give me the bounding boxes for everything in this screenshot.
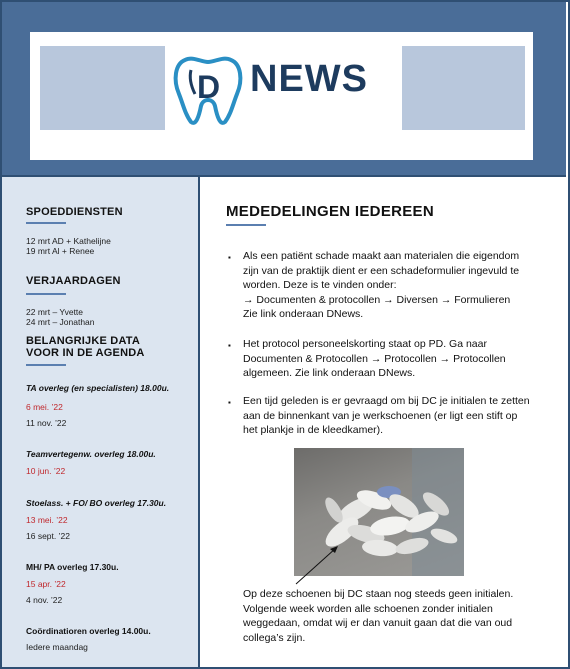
announcement-line: zijn van de praktijk dient er een schadeformulier ingevuld te: [243, 264, 520, 277]
event-date: 15 apr. ’22: [26, 579, 66, 589]
event-title: TA overleg (en specialisten) 18.00u.: [26, 383, 170, 393]
announcement-item: [243, 394, 543, 438]
caption-line: weggedaan, omdat wij er dan vanuit gaan dat die van oud: [243, 617, 513, 629]
main-title: MEDEDELINGEN IEDEREEN: [226, 203, 434, 220]
bullet-marker: ▪: [228, 341, 231, 350]
announcement-line: aan de binnenkant van je werkschoenen (er ligt een stift op: [243, 409, 518, 422]
heading-rule: [26, 364, 66, 366]
caption-line: Volgende week worden alle schoenen zonder initialen: [243, 602, 493, 615]
announcement-line: → Documenten & protocollen → Diversen → Formulieren: [243, 293, 511, 306]
verjaardagen-heading: VERJAARDAGEN: [26, 275, 121, 287]
announcement-item: [243, 337, 543, 381]
announcement-line: Zie link onderaan DNews.: [243, 308, 364, 320]
bullet-marker: ▪: [228, 398, 231, 407]
event-date: 16 sept. ’22: [26, 531, 70, 541]
event-date: 10 jun. ’22: [26, 466, 66, 476]
bullet-marker: ▪: [228, 253, 231, 262]
heading-rule: [26, 293, 66, 295]
header-banner: [2, 2, 566, 175]
announcement-line: algemeen. Zie link onderaan DNews.: [243, 367, 416, 379]
logo-wordmark: NEWS: [250, 58, 368, 100]
event-date: 6 mei. ’22: [26, 402, 63, 412]
announcement-line: Een tijd geleden is er gevraagd om bij DC je initialen te zetten: [243, 395, 530, 407]
event-date: Iedere maandag: [26, 642, 88, 652]
photo-caption: [243, 587, 543, 645]
announcement-line: het plankje in de kleedkamer).: [243, 424, 384, 436]
logo-letter: D: [197, 69, 221, 105]
spoeddiensten-heading: SPOEDDIENSTEN: [26, 206, 123, 218]
logo-band: [40, 46, 525, 130]
agenda-heading-line1: BELANGRIJKE DATA: [26, 335, 141, 347]
pointer-arrow: [290, 540, 350, 590]
verjaardag-line: 24 mrt – Jonathan: [26, 317, 95, 327]
event-title: Stoelass. + FO/ BO overleg 17.30u.: [26, 498, 167, 508]
dnews-logo: [165, 46, 402, 130]
announcement-line: Documenten & Protocollen → Protocollen → Protocollen: [243, 352, 506, 365]
caption-line: Op deze schoenen bij DC staan nog steeds geen initialen.: [243, 588, 514, 600]
column-divider: [198, 177, 200, 667]
tooth-icon: [171, 50, 245, 126]
event-title: Coördinatioren overleg 14.00u.: [26, 626, 151, 636]
event-date: 11 nov. ’22: [26, 418, 67, 428]
event-date: 13 mei. ’22: [26, 515, 68, 525]
event-title: Teamvertegenw. overleg 18.00u.: [26, 449, 156, 459]
announcement-line: Als een patiënt schade maakt aan materialen die eigendom: [243, 250, 520, 262]
event-date: 4 nov. ’22: [26, 595, 63, 605]
caption-line: collega’s zijn.: [243, 631, 306, 644]
title-rule: [226, 224, 266, 226]
event-title: MH/ PA overleg 17.30u.: [26, 562, 119, 572]
announcement-item: [243, 249, 543, 322]
announcement-line: worden. Deze is te vinden onder:: [243, 279, 397, 291]
spoeddienst-line: 12 mrt AD + Kathelijne: [26, 236, 111, 246]
spoeddienst-line: 19 mrt Al + Renee: [26, 246, 95, 256]
announcement-line: Het protocol personeelskorting staat op PD. Ga naar: [243, 338, 487, 350]
header-inner: [30, 32, 533, 160]
verjaardag-line: 22 mrt – Yvette: [26, 307, 84, 317]
heading-rule: [26, 222, 66, 224]
agenda-heading-line2: VOOR IN DE AGENDA: [26, 347, 145, 359]
